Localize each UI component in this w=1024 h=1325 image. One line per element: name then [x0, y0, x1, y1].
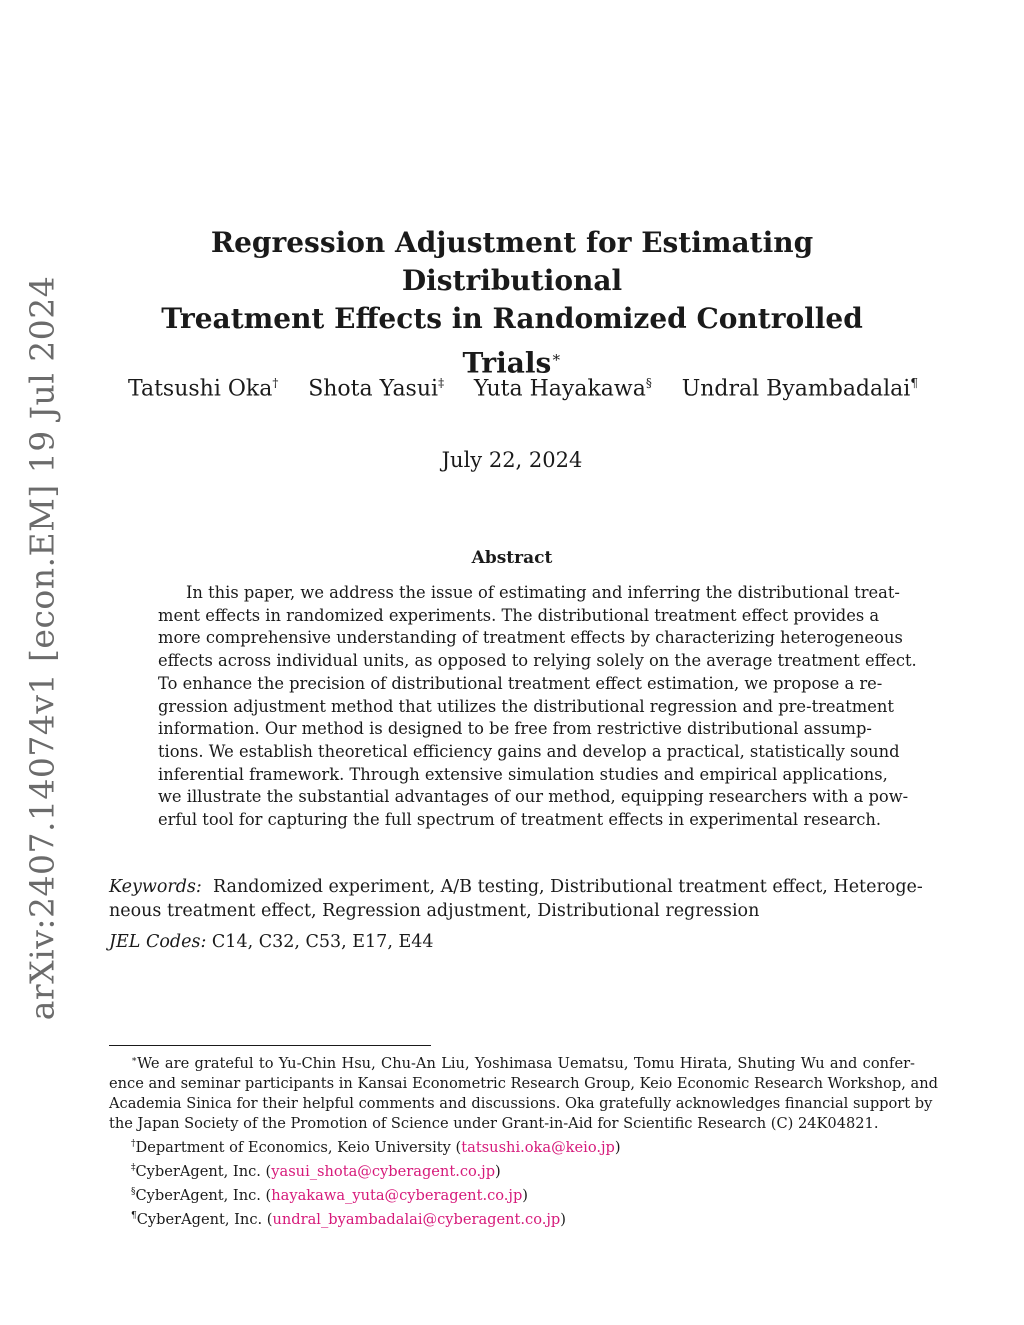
jel-label: JEL Codes: [109, 932, 207, 952]
author-footnote-mark[interactable]: † [272, 376, 279, 390]
abstract-line: In this paper, we address the issue of estimating and inferring the distributional treat- [186, 583, 900, 602]
email-link[interactable]: undral_byambadalai@cyberagent.co.jp [272, 1210, 561, 1228]
abstract-heading: Abstract [471, 548, 553, 568]
abstract-line: more comprehensive understanding of treatment effects by characterizing heterogeneous [158, 628, 903, 648]
footnote-thanks-line: Academia Sinica for their helpful comments and discussions. Oka gratefully acknowledges financial support by [109, 1095, 933, 1113]
abstract-line: effects across individual units, as opposed to relying solely on the average treatment effect. [158, 651, 917, 671]
footnote-divider [109, 1045, 431, 1046]
abstract-line: gression adjustment method that utilizes the distributional regression and pre-treatment [158, 696, 894, 716]
title-line-1: Regression Adjustment for Estimating Distributional [210, 226, 814, 297]
author-footnote-mark[interactable]: § [645, 376, 652, 390]
keywords-line-2: neous treatment effect, Regression adjustment, Distributional regression [109, 901, 760, 921]
jel-values: C14, C32, C53, E17, E44 [211, 932, 434, 952]
abstract-line: we illustrate the substantial advantages of our method, equipping researchers with a pow- [158, 787, 909, 807]
email-link[interactable]: hayakawa_yuta@cyberagent.co.jp [271, 1187, 523, 1204]
footnote-affiliation: ‡CyberAgent, Inc. (yasui_shota@cyberagent.co.jp) [131, 1163, 501, 1181]
jel-codes [109, 932, 433, 952]
author: Undral Byambadalai¶ [681, 376, 918, 402]
keywords [109, 875, 923, 923]
abstract-line: ment effects in randomized experiments. The distributional treatment effect provides a [158, 605, 880, 625]
paper-title [112, 224, 912, 382]
author-footnote-mark[interactable]: ¶ [910, 376, 918, 390]
email-link[interactable]: tatsushi.oka@keio.jp [461, 1139, 615, 1157]
abstract-line: information. Our method is designed to be free from restrictive distributional assump- [158, 719, 872, 739]
abstract-body [158, 582, 917, 832]
email-link[interactable]: yasui_shota@cyberagent.co.jp [271, 1163, 496, 1181]
footnote-affiliation: ¶CyberAgent, Inc. (undral_byambadalai@cyberagent.co.jp) [131, 1210, 566, 1228]
keywords-label: Keywords: [109, 877, 202, 897]
author: Tatsushi Oka† [128, 376, 279, 402]
footnote-thanks-line: the Japan Society of the Promotion of Science under Grant-in-Aid for Scientific Research (C) 24K04821. [109, 1115, 879, 1133]
paper-date: July 22, 2024 [441, 448, 583, 472]
abstract-line: tions. We establish theoretical efficiency gains and develop a practical, statistically sound [158, 741, 900, 761]
author: Shota Yasui‡ [308, 376, 445, 402]
keywords-line-1: Keywords: Randomized experiment, A/B testing, Distributional treatment effect, Heteroge- [109, 877, 923, 897]
abstract-line: inferential framework. Through extensive simulation studies and empirical applications, [158, 764, 888, 784]
arxiv-id[interactable]: arXiv:2407.14074v1 [econ.EM] 19 Jul 2024 [22, 275, 62, 1021]
footnotes [109, 1050, 938, 1230]
title-footnote-mark[interactable]: ∗ [551, 348, 562, 366]
footnote-affiliation: †Department of Economics, Keio University (tatsushi.oka@keio.jp) [131, 1139, 621, 1157]
author-list [128, 376, 918, 401]
title-line-2: Treatment Effects in Randomized Controlled Trials∗ [161, 302, 863, 380]
footnote-thanks-line: ence and seminar participants in Kansai Econometric Research Group, Keio Economic Research Workshop, and [109, 1074, 938, 1092]
author: Yuta Hayakawa§ [473, 376, 652, 402]
abstract-line: To enhance the precision of distributional treatment effect estimation, we propose a re- [158, 673, 883, 693]
author-footnote-mark[interactable]: ‡ [438, 376, 445, 390]
footnote-affiliation: §CyberAgent, Inc. (hayakawa_yuta@cyberagent.co.jp) [131, 1187, 528, 1204]
abstract-line: erful tool for capturing the full spectrum of treatment effects in experimental research. [158, 810, 881, 830]
footnote-thanks-line: ∗We are grateful to Yu-Chin Hsu, Chu-An Liu, Yoshimasa Uematsu, Tomu Hirata, Shuting Wu and confer- [131, 1054, 915, 1072]
